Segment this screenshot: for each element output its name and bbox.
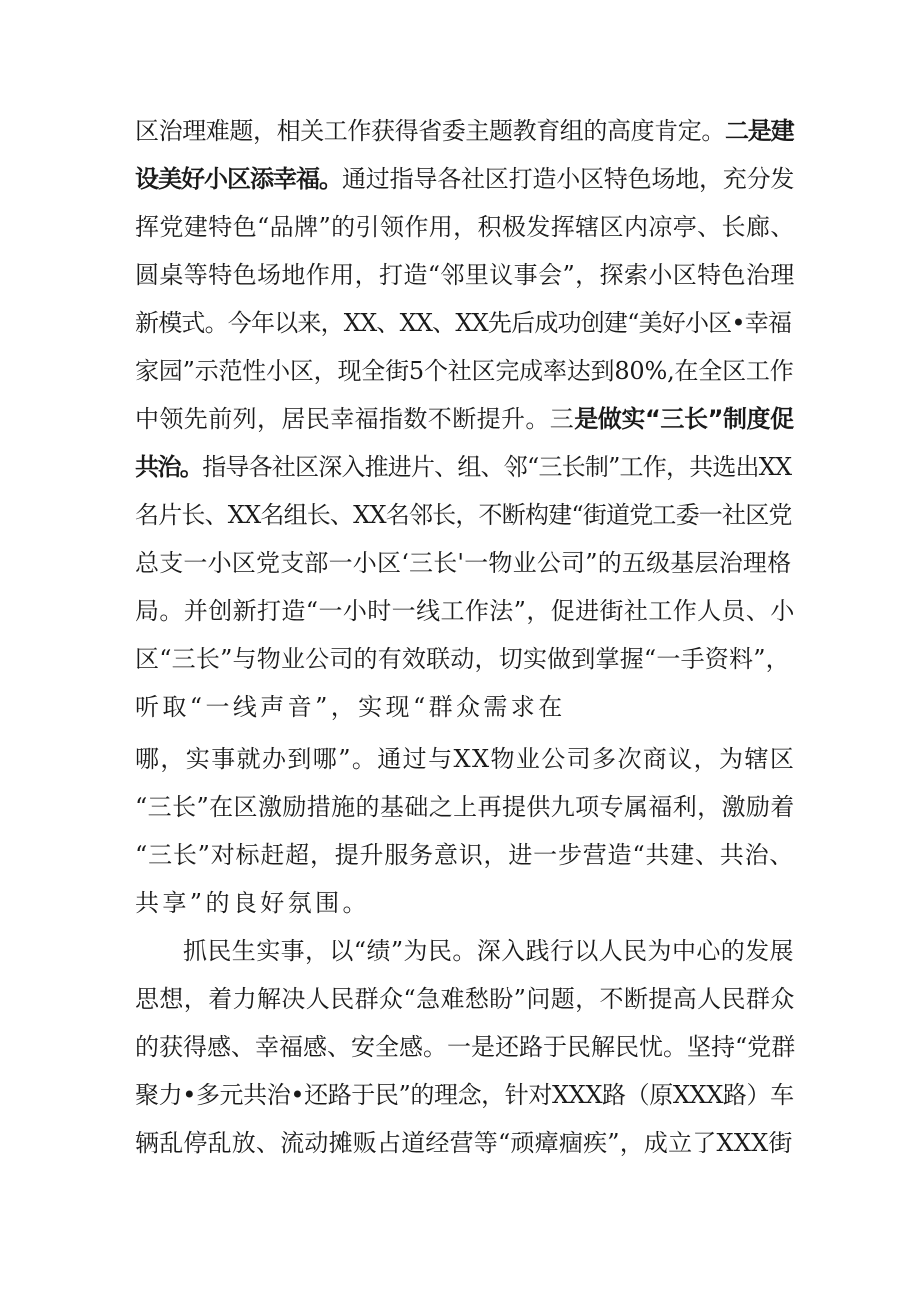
- text-run: 聚力•多元共治•还路于民”的理念，针对XXX路（原XXX路）车: [135, 1081, 794, 1109]
- text-line: [135, 589, 795, 633]
- text-run: 新模式。今年以来，XX、XX、XX先后成功创建“美好小区•幸福: [135, 309, 792, 337]
- text-line: [135, 349, 795, 393]
- text-line: [135, 1025, 795, 1069]
- bold-heading: 二是建: [725, 117, 794, 145]
- text-run: 总支一小区党支部一小区‘三长'一物业公司”的五级基层治理格: [135, 549, 792, 577]
- text-line: [135, 1121, 795, 1165]
- text-line: [135, 493, 795, 537]
- text-run: 的获得感、幸福感、安全感。一是还路于民解民忧。坚持“党群: [135, 1033, 796, 1061]
- bold-heading: 共治。: [135, 453, 203, 481]
- text-line: [135, 685, 795, 729]
- text-line: [135, 157, 795, 201]
- text-run: 中领先前列，居民幸福指数不断提升。三: [135, 405, 575, 433]
- text-line: [135, 1073, 795, 1117]
- text-line: [135, 301, 795, 345]
- text-run: 抓民生实事，以“绩”为民。深入践行以人民为中心的发展: [183, 937, 794, 965]
- text-run: “三长”对标赶超，提升服务意识，进一步营造“共建、共治、: [135, 841, 795, 869]
- bold-heading: 设美好小区添幸福。: [135, 165, 342, 193]
- text-run: 通过指导各社区打造小区特色场地，充分发: [342, 165, 795, 193]
- text-run: 听取“一线声音”，实现“群众需求在: [135, 693, 566, 721]
- text-run: 辆乱停乱放、流动摊贩占道经营等“顽瘴痼疾”，成立了XXX街: [135, 1129, 793, 1157]
- text-line: [135, 881, 795, 925]
- text-line: [135, 253, 795, 297]
- bold-heading: 是做实“三长”制度促: [574, 405, 794, 433]
- text-line: [135, 445, 795, 489]
- text-run: 区治理难题，相关工作获得省委主题教育组的高度肯定。: [135, 117, 725, 145]
- paragraph-first-line: [183, 929, 795, 973]
- text-run: 圆桌等特色场地作用，打造“邻里议事会”，探索小区特色治理: [135, 261, 795, 289]
- text-line: [135, 205, 795, 249]
- text-line: [135, 541, 795, 585]
- text-line: [135, 637, 795, 681]
- text-line: [135, 109, 795, 153]
- text-run: 名片长、XX名组长、XX名邻长，不断构建“街道党工委一社区党: [135, 501, 792, 529]
- text-line: [135, 833, 795, 877]
- text-line: [135, 785, 795, 829]
- text-line: [135, 737, 795, 781]
- text-run: 共享”的良好氛围。: [135, 889, 370, 917]
- text-line: [135, 977, 795, 1021]
- text-run: 思想，着力解决人民群众“急难愁盼”问题，不断提高人民群众: [135, 985, 795, 1013]
- text-run: 哪，实事就办到哪”。通过与XX物业公司多次商议，为辖区: [135, 745, 796, 773]
- text-run: “三长”在区激励措施的基础之上再提供九项专属福利，激励着: [135, 793, 795, 821]
- text-run: 区“三长”与物业公司的有效联动，切实做到掌握“一手资料”，: [135, 645, 790, 673]
- text-run: 挥党建特色“品牌”的引领作用，积极发挥辖区内凉亭、长廊、: [135, 213, 795, 241]
- text-run: 局。并创新打造“一小时一线工作法”，促进街社工作人员、小: [135, 597, 795, 625]
- text-run: 家园”示范性小区，现全街5个社区完成率达到80%,在全区工作: [135, 357, 794, 385]
- text-run: 指导各社区深入推进片、组、邻“三长制”工作，共选出XX: [202, 453, 792, 481]
- text-line: [135, 397, 795, 441]
